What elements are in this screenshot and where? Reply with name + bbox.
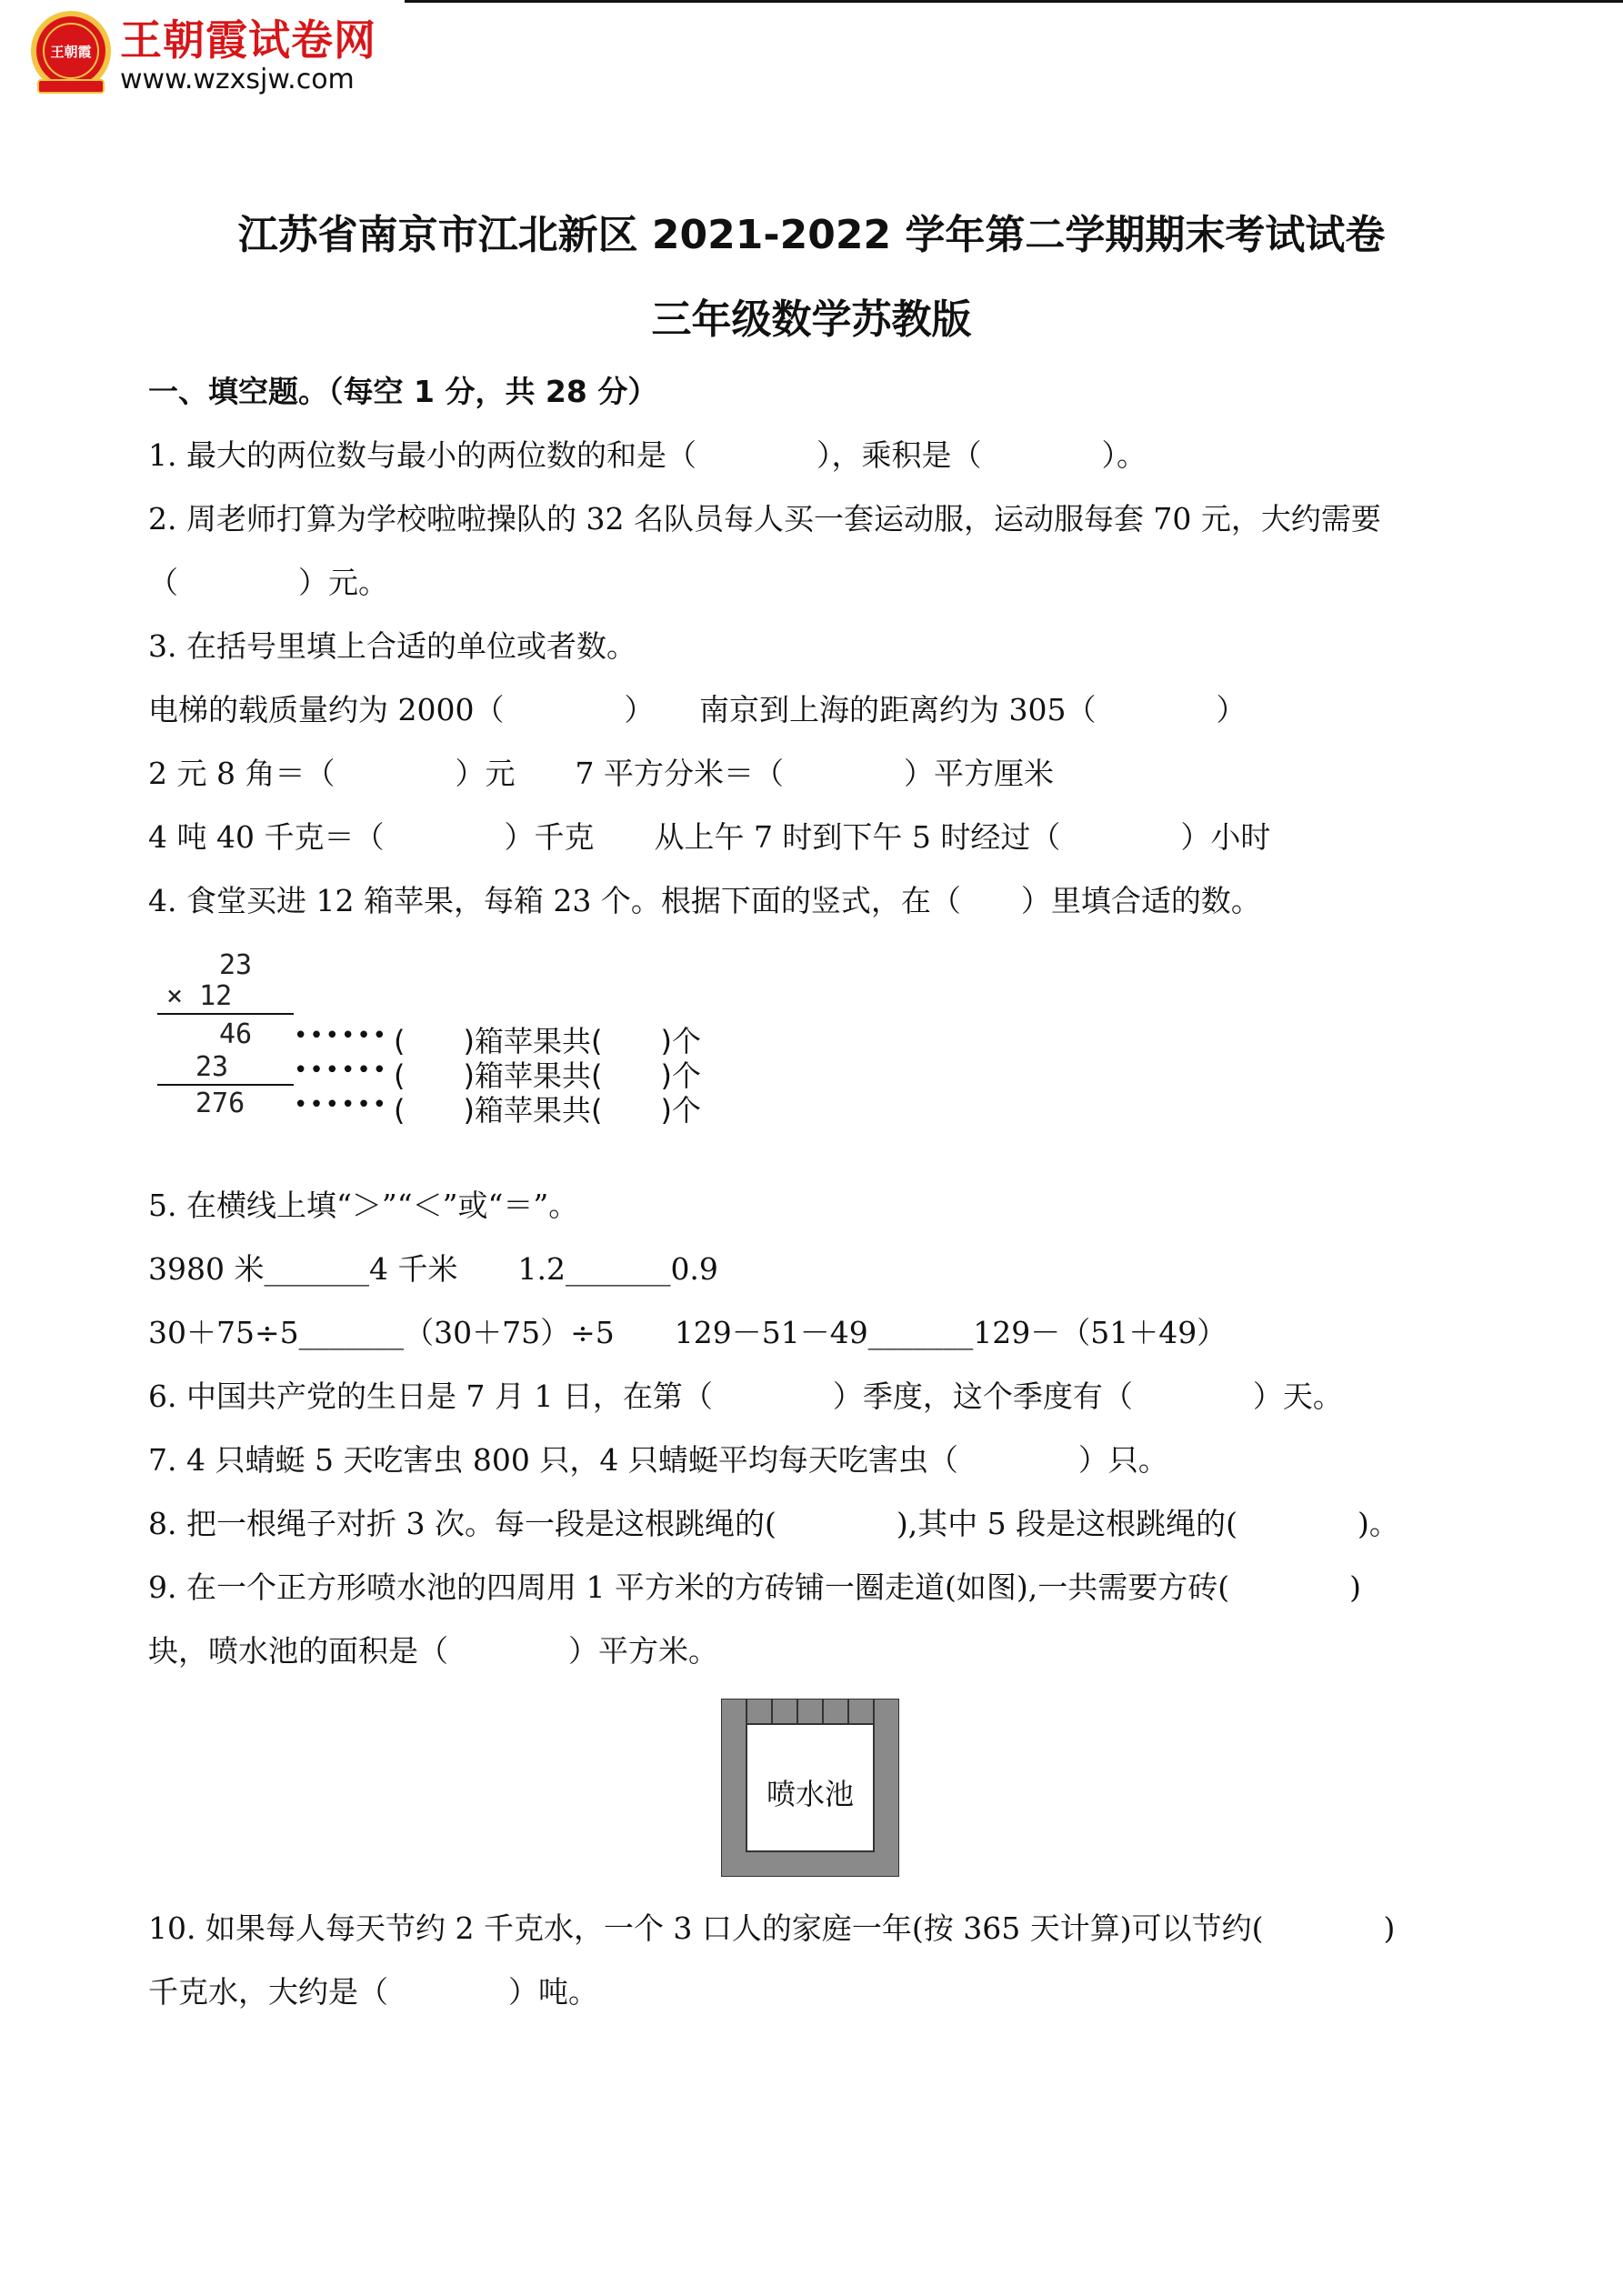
exam-subtitle: 三年级数学苏教版	[651, 296, 972, 343]
leader-dots: ••••••	[294, 1022, 389, 1049]
question-3-row-2: 2 元 8 角＝（ ）元 7 平方分米＝（ ）平方厘米	[148, 756, 1054, 791]
question-5-row-1: 3980 米_______4 千米 1.2_______0.9	[148, 1251, 718, 1287]
question-10-line-2: 千克水，大约是（ ）吨。	[148, 1974, 598, 2010]
logo-text: 王朝霞	[50, 44, 92, 60]
fountain-figure	[721, 1699, 899, 1877]
calc-rule-2	[157, 1084, 294, 1086]
question-6: 6. 中国共产党的生日是 7 月 1 日，在第（ ）季度，这个季度有（ ）天。	[148, 1379, 1343, 1414]
multiplier: × 12	[166, 980, 233, 1012]
brand-name: 王朝霞试卷网	[120, 15, 376, 65]
top-rule	[405, 0, 1623, 3]
calc-label-1: ( )箱苹果共( )个	[394, 1024, 701, 1058]
exam-title: 江苏省南京市江北新区 2021-2022 学年第二学期期末考试试卷	[237, 212, 1386, 258]
partial-product-2: 23	[195, 1051, 229, 1083]
question-3-row-1: 电梯的载质量约为 2000（ ） 南京到上海的距离约为 305（ ）	[148, 692, 1247, 727]
product: 276	[195, 1088, 245, 1119]
calc-label-3: ( )箱苹果共( )个	[394, 1093, 701, 1128]
question-10-line-1: 10. 如果每人每天节约 2 千克水，一个 3 口人的家庭一年(按 365 天计算)可以节约( )	[148, 1910, 1396, 1946]
partial-product-1: 46	[219, 1018, 253, 1050]
calc-rule-1	[157, 1013, 294, 1015]
question-2-line-2: （ ）元。	[148, 565, 388, 600]
question-9-line-1: 9. 在一个正方形喷水池的四周用 1 平方米的方砖铺一圈走道(如图),一共需要方砖( )	[148, 1569, 1361, 1605]
question-5: 5. 在横线上填“＞”“＜”或“＝”。	[148, 1188, 579, 1223]
fountain-label: 喷水池	[766, 1777, 854, 1811]
question-5-row-2: 30＋75÷5_______（30＋75）÷5 129－51－49_______129－（51＋49）	[148, 1315, 1227, 1350]
question-9-line-2: 块，喷水池的面积是（ ）平方米。	[148, 1633, 718, 1669]
question-4: 4. 食堂买进 12 箱苹果，每箱 23 个。根据下面的竖式，在（ ）里填合适的数。	[148, 883, 1261, 918]
leader-dots: ••••••	[294, 1057, 389, 1084]
brand-url[interactable]: www.wzxsjw.com	[120, 64, 355, 95]
question-2-line-1: 2. 周老师打算为学校啦啦操队的 32 名队员每人买一套运动服，运动服每套 70 元，大约需要	[148, 501, 1381, 536]
question-3: 3. 在括号里填上合适的单位或者数。	[148, 628, 636, 664]
brand-logo	[25, 7, 116, 98]
question-8: 8. 把一根绳子对折 3 次。每一段是这根跳绳的( ),其中 5 段是这根跳绳的( )。	[148, 1506, 1399, 1541]
question-1: 1. 最大的两位数与最小的两位数的和是（ ），乘积是（ ）。	[148, 437, 1147, 473]
question-3-row-3: 4 吨 40 千克＝（ ）千克 从上午 7 时到下午 5 时经过（ ）小时	[148, 819, 1271, 855]
multiplicand: 23	[219, 949, 253, 981]
leader-dots: ••••••	[294, 1091, 389, 1118]
vertical-multiplication	[148, 946, 803, 1128]
question-7: 7. 4 只蜻蜓 5 天吃害虫 800 只，4 只蜻蜓平均每天吃害虫（ ）只。	[148, 1442, 1168, 1478]
calc-label-2: ( )箱苹果共( )个	[394, 1058, 701, 1093]
section-heading: 一、填空题。（每空 1 分，共 28 分）	[148, 374, 658, 409]
